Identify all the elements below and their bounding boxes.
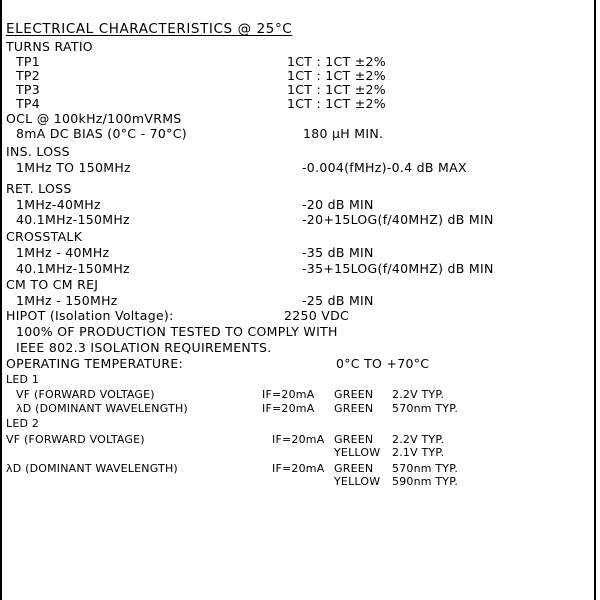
cm-rej-value: -25 dB MIN <box>302 293 374 308</box>
operating-temp-value: 0°C TO +70°C <box>336 356 430 371</box>
hipot-note-line1: 100% OF PRODUCTION TESTED TO COMPLY WITH <box>16 324 338 339</box>
led2-vf-condition: IF=20mA <box>272 433 325 446</box>
ret-loss-range-2: 40.1MHz-150MHz <box>16 212 130 227</box>
led1-wl-condition: IF=20mA <box>262 402 315 415</box>
led2-wl-condition: IF=20mA <box>272 462 325 475</box>
led1-vf-label: VF (FORWARD VOLTAGE) <box>16 388 155 401</box>
ret-loss-value-2: -20+15LOG(f/40MHZ) dB MIN <box>302 212 494 227</box>
ret-loss-heading: RET. LOSS <box>6 181 72 196</box>
led2-wl-value-green: 570nm TYP. <box>392 462 459 475</box>
hipot-label: HIPOT (Isolation Voltage): <box>6 308 174 323</box>
led2-vf-color-green: GREEN <box>334 433 374 446</box>
ret-loss-value-1: -20 dB MIN <box>302 197 374 212</box>
turns-ratio-label-tp2: TP2 <box>16 68 41 83</box>
turns-ratio-label-tp4: TP4 <box>16 96 41 111</box>
page-title: ELECTRICAL CHARACTERISTICS @ 25°C <box>6 21 293 37</box>
led2-vf-label: VF (FORWARD VOLTAGE) <box>6 433 145 446</box>
led2-wl-color-yellow: YELLOW <box>334 475 381 488</box>
turns-ratio-value-tp3: 1CT : 1CT ±2% <box>287 82 386 97</box>
led2-wl-value-yellow: 590nm TYP. <box>392 475 459 488</box>
led1-heading: LED 1 <box>6 373 40 386</box>
cm-rej-range: 1MHz - 150MHz <box>16 293 118 308</box>
ocl-value: 180 µH MIN. <box>303 126 384 141</box>
led2-heading: LED 2 <box>6 417 40 430</box>
led2-wl-color-green: GREEN <box>334 462 374 475</box>
ret-loss-range-1: 1MHz-40MHz <box>16 197 101 212</box>
led1-wl-label: λD (DOMINANT WAVELENGTH) <box>16 402 188 415</box>
ocl-condition: 8mA DC BIAS (0°C - 70°C) <box>16 126 187 141</box>
crosstalk-range-1: 1MHz - 40MHz <box>16 245 110 260</box>
ocl-heading: OCL @ 100kHz/100mVRMS <box>6 111 182 126</box>
led1-vf-value: 2.2V TYP. <box>392 388 445 401</box>
hipot-note-line2: IEEE 802.3 ISOLATION REQUIREMENTS. <box>16 340 272 355</box>
ins-loss-range: 1MHz TO 150MHz <box>16 160 131 175</box>
led2-vf-color-yellow: YELLOW <box>334 446 381 459</box>
led1-wl-value: 570nm TYP. <box>392 402 459 415</box>
led1-vf-condition: IF=20mA <box>262 388 315 401</box>
turns-ratio-value-tp1: 1CT : 1CT ±2% <box>287 54 386 69</box>
led1-vf-color: GREEN <box>334 388 374 401</box>
turns-ratio-label-tp1: TP1 <box>16 54 41 69</box>
ins-loss-value: -0.004(fMHz)-0.4 dB MAX <box>302 160 467 175</box>
crosstalk-heading: CROSSTALK <box>6 229 83 244</box>
turns-ratio-label-tp3: TP3 <box>16 82 41 97</box>
hipot-value: 2250 VDC <box>284 308 350 323</box>
led1-wl-color: GREEN <box>334 402 374 415</box>
crosstalk-range-2: 40.1MHz-150MHz <box>16 261 130 276</box>
operating-temp-label: OPERATING TEMPERATURE: <box>6 356 184 371</box>
led2-wl-label: λD (DOMINANT WAVELENGTH) <box>6 462 178 475</box>
ins-loss-heading: INS. LOSS <box>6 144 70 159</box>
turns-ratio-value-tp4: 1CT : 1CT ±2% <box>287 96 386 111</box>
crosstalk-value-2: -35+15LOG(f/40MHZ) dB MIN <box>302 261 494 276</box>
led2-vf-value-yellow: 2.1V TYP. <box>392 446 445 459</box>
cm-rej-heading: CM TO CM REJ <box>6 277 99 292</box>
crosstalk-value-1: -35 dB MIN <box>302 245 374 260</box>
led2-vf-value-green: 2.2V TYP. <box>392 433 445 446</box>
turns-ratio-heading: TURNS RATIO <box>6 39 93 54</box>
turns-ratio-value-tp2: 1CT : 1CT ±2% <box>287 68 386 83</box>
